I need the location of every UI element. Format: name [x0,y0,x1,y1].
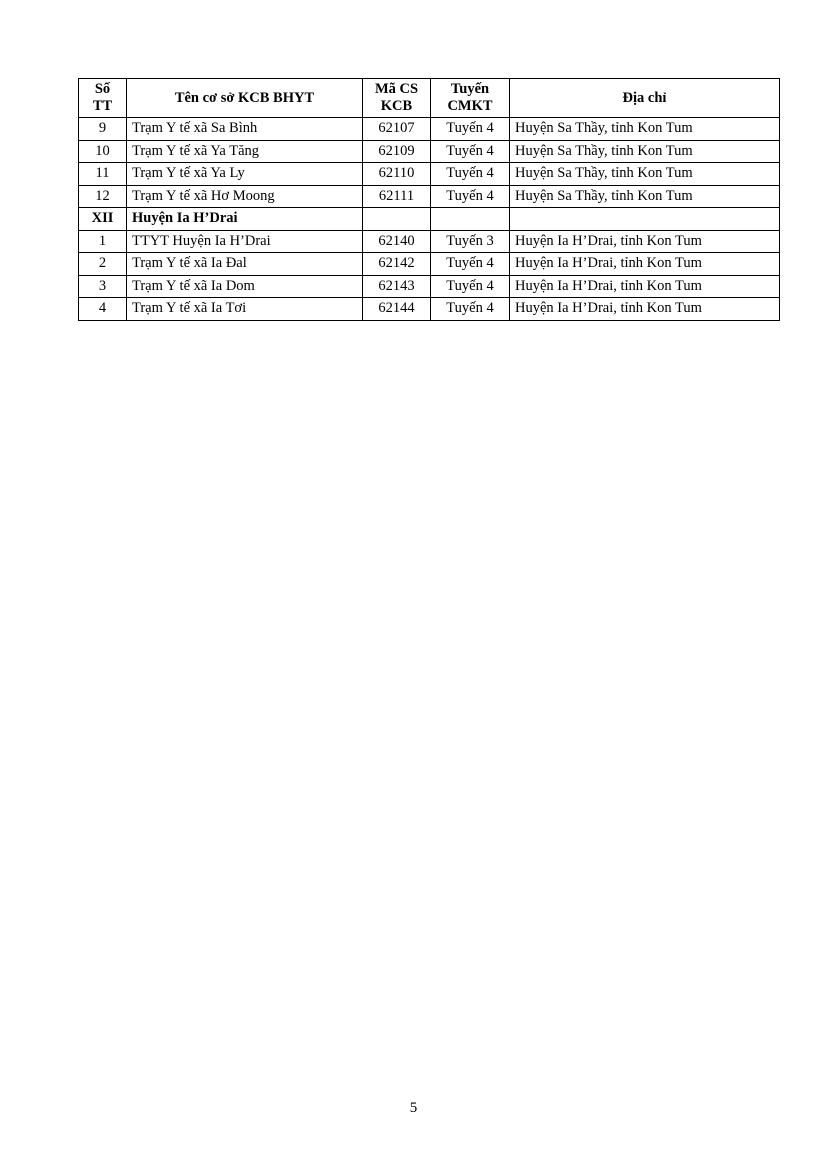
cell-stt: 1 [79,230,127,253]
cell-address: Huyện Ia H’Drai, tỉnh Kon Tum [510,298,780,321]
header-stt-line1: Số [94,81,111,97]
cell-code: 62109 [363,140,431,163]
cell-level: Tuyến 4 [431,298,510,321]
cell-empty [510,208,780,231]
table-row [79,253,780,276]
header-name: Tên cơ sở KCB BHYT [127,79,363,118]
cell-stt: 4 [79,298,127,321]
cell-code: 62140 [363,230,431,253]
cell-stt: 10 [79,140,127,163]
header-stt-line2: TT [92,98,113,114]
header-stt [79,79,127,118]
cell-name: Trạm Y tế xã Ia Dom [127,275,363,298]
group-name: Huyện Ia H’Drai [127,208,363,231]
cell-empty [431,208,510,231]
cell-name: Trạm Y tế xã Hơ Moong [127,185,363,208]
cell-code: 62110 [363,163,431,186]
table-row [79,185,780,208]
cell-level: Tuyến 4 [431,275,510,298]
cell-code: 62144 [363,298,431,321]
cell-level: Tuyến 4 [431,118,510,141]
table-row [79,275,780,298]
header-code-line2: KCB [380,98,413,114]
cell-code: 62111 [363,185,431,208]
cell-stt: 2 [79,253,127,276]
cell-level: Tuyến 4 [431,163,510,186]
cell-address: Huyện Ia H’Drai, tỉnh Kon Tum [510,253,780,276]
cell-name: Trạm Y tế xã Ya Ly [127,163,363,186]
cell-stt: 9 [79,118,127,141]
cell-name: Trạm Y tế xã Ia Tơi [127,298,363,321]
cell-code: 62143 [363,275,431,298]
cell-stt: 12 [79,185,127,208]
header-level-line1: Tuyến [450,81,490,97]
table-row [79,298,780,321]
header-address: Địa chỉ [510,79,780,118]
table-row [79,163,780,186]
cell-level: Tuyến 4 [431,253,510,276]
cell-level: Tuyến 4 [431,140,510,163]
cell-name: Trạm Y tế xã Ia Đal [127,253,363,276]
header-level-line2: CMKT [447,98,493,114]
table-row [79,230,780,253]
group-row [79,208,780,231]
header-code [363,79,431,118]
cell-address: Huyện Sa Thầy, tỉnh Kon Tum [510,118,780,141]
page-number: 5 [409,1100,418,1116]
cell-address: Huyện Ia H’Drai, tỉnh Kon Tum [510,275,780,298]
cell-address: Huyện Sa Thầy, tỉnh Kon Tum [510,140,780,163]
cell-stt: 11 [79,163,127,186]
cell-name: Trạm Y tế xã Ya Tăng [127,140,363,163]
cell-code: 62142 [363,253,431,276]
cell-level: Tuyến 4 [431,185,510,208]
cell-address: Huyện Ia H’Drai, tỉnh Kon Tum [510,230,780,253]
cell-code: 62107 [363,118,431,141]
cell-address: Huyện Sa Thầy, tỉnh Kon Tum [510,163,780,186]
header-level [431,79,510,118]
cell-stt: 3 [79,275,127,298]
table-row [79,118,780,141]
facility-table-container [78,78,780,321]
cell-level: Tuyến 3 [431,230,510,253]
cell-empty [363,208,431,231]
cell-name: Trạm Y tế xã Sa Bình [127,118,363,141]
cell-name: TTYT Huyện Ia H’Drai [127,230,363,253]
facility-table [78,78,780,321]
table-row [79,140,780,163]
header-code-line1: Mã CS [374,81,419,97]
group-stt: XII [79,208,127,231]
cell-address: Huyện Sa Thầy, tỉnh Kon Tum [510,185,780,208]
table-header-row [79,79,780,118]
